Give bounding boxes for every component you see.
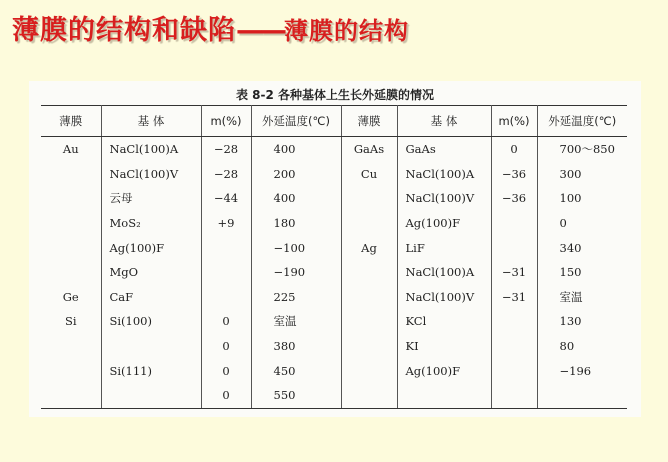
table-cell (341, 309, 397, 334)
table-cell (341, 358, 397, 383)
table-cell: −28 (201, 162, 251, 187)
title-separator: —— (236, 15, 284, 46)
table-cell (201, 285, 251, 310)
table-cell (41, 186, 101, 211)
table-cell: KI (397, 334, 491, 359)
table-cell (491, 383, 537, 408)
table-cell: 0 (559, 216, 567, 231)
table-cell (201, 260, 251, 285)
table-cell: GaAs (397, 137, 491, 162)
title-main: 薄膜的结构和缺陷 (12, 15, 236, 46)
column-header: 薄膜 (41, 106, 101, 137)
table-cell: 云母 (101, 186, 201, 211)
table-cell: 300 (559, 166, 582, 181)
table-cell: Si(100) (101, 309, 201, 334)
table-cell: Si(111) (101, 358, 201, 383)
table-cell: NaCl(100)A (397, 260, 491, 285)
table-row (41, 260, 627, 285)
table-cell (101, 383, 201, 408)
slide-title (12, 8, 409, 47)
table-cell: 150 (559, 265, 582, 280)
table-cell: GaAs (341, 137, 397, 162)
column-header: 基 体 (101, 106, 201, 137)
table-cell: −100 (251, 235, 341, 260)
column-header: 外延温度(℃) (251, 106, 341, 137)
table-cell: −36 (491, 186, 537, 211)
table-cell: NaCl(100)A (397, 162, 491, 187)
table-cell (41, 383, 101, 408)
table-cell: 0 (201, 334, 251, 359)
table-cell: 0 (201, 358, 251, 383)
table-cell: 400 (251, 137, 341, 162)
table-cell (41, 235, 101, 260)
table-cell: +9 (201, 211, 251, 236)
table-cell: Cu (341, 162, 397, 187)
table-cell (491, 211, 537, 236)
table-cell: 0 (491, 137, 537, 162)
table-figure (29, 81, 641, 417)
table-cell: 550 (251, 383, 341, 408)
table-cell (341, 211, 397, 236)
table-cell (491, 334, 537, 359)
table-cell: NaCl(100)V (101, 162, 201, 187)
table-row (41, 383, 627, 408)
table-cell: 0 (201, 383, 251, 408)
table-cell (491, 309, 537, 334)
table-row (41, 186, 627, 211)
table-cell: Ag(100)F (397, 358, 491, 383)
table-cell: −44 (201, 186, 251, 211)
table-cell (491, 358, 537, 383)
table-cell (41, 260, 101, 285)
table-cell: MoS₂ (101, 211, 201, 236)
table-cell: 340 (559, 240, 582, 255)
table-cell (41, 358, 101, 383)
table-cell: LiF (397, 235, 491, 260)
table-cell: −36 (491, 162, 537, 187)
table-cell (101, 334, 201, 359)
table-cell: 180 (251, 211, 341, 236)
column-header: 基 体 (397, 106, 491, 137)
table-cell: 0 (201, 309, 251, 334)
table-cell: NaCl(100)A (101, 137, 201, 162)
table-cell: 225 (251, 285, 341, 310)
table-cell (537, 383, 627, 408)
table-caption: 表 8-2 各种基体上生长外延膜的情况 (235, 88, 435, 102)
table-row (41, 334, 627, 359)
table-cell: 700～850 (559, 142, 615, 157)
table-cell: KCl (397, 309, 491, 334)
table-cell: −196 (559, 363, 592, 378)
column-header: 薄膜 (341, 106, 397, 137)
table-cell: CaF (101, 285, 201, 310)
table-cell (341, 334, 397, 359)
table-cell: MgO (101, 260, 201, 285)
table-cell: 380 (251, 334, 341, 359)
table-header-row (41, 106, 627, 137)
table-row (41, 285, 627, 310)
table-cell: 200 (251, 162, 341, 187)
table-row (41, 309, 627, 334)
table-cell: NaCl(100)V (397, 285, 491, 310)
table-cell: Ag(100)F (397, 211, 491, 236)
table-cell: Ag (341, 235, 397, 260)
table-row (41, 162, 627, 187)
table-cell: Ag(100)F (101, 235, 201, 260)
column-header: m(%) (201, 106, 251, 137)
table-cell: NaCl(100)V (397, 186, 491, 211)
table-cell: 100 (559, 191, 582, 206)
column-header: m(%) (491, 106, 537, 137)
table-cell: −190 (251, 260, 341, 285)
table-cell: 130 (559, 314, 582, 329)
table-row (41, 235, 627, 260)
table-row (41, 137, 627, 162)
table-cell: Ge (41, 285, 101, 310)
table-cell (201, 235, 251, 260)
column-header: 外延温度(℃) (537, 106, 627, 137)
table-row (41, 211, 627, 236)
table-cell: 室温 (251, 309, 341, 334)
table-row (41, 358, 627, 383)
table-cell (397, 383, 491, 408)
table-cell: −31 (491, 260, 537, 285)
title-sub: 薄膜的结构 (284, 17, 409, 45)
table-cell: 400 (251, 186, 341, 211)
table-cell (341, 260, 397, 285)
table-cell: −31 (491, 285, 537, 310)
table-cell (41, 334, 101, 359)
table-body (41, 137, 627, 409)
table-cell (491, 235, 537, 260)
table-cell (341, 285, 397, 310)
table-cell: 450 (251, 358, 341, 383)
table-cell: 室温 (559, 289, 583, 304)
table-cell: −28 (201, 137, 251, 162)
epitaxy-table (41, 105, 627, 409)
table-cell (341, 186, 397, 211)
table-cell (41, 211, 101, 236)
table-cell (41, 162, 101, 187)
table-cell: 80 (559, 339, 575, 354)
table-cell: Au (41, 137, 101, 162)
table-cell (341, 383, 397, 408)
table-cell: Si (41, 309, 101, 334)
